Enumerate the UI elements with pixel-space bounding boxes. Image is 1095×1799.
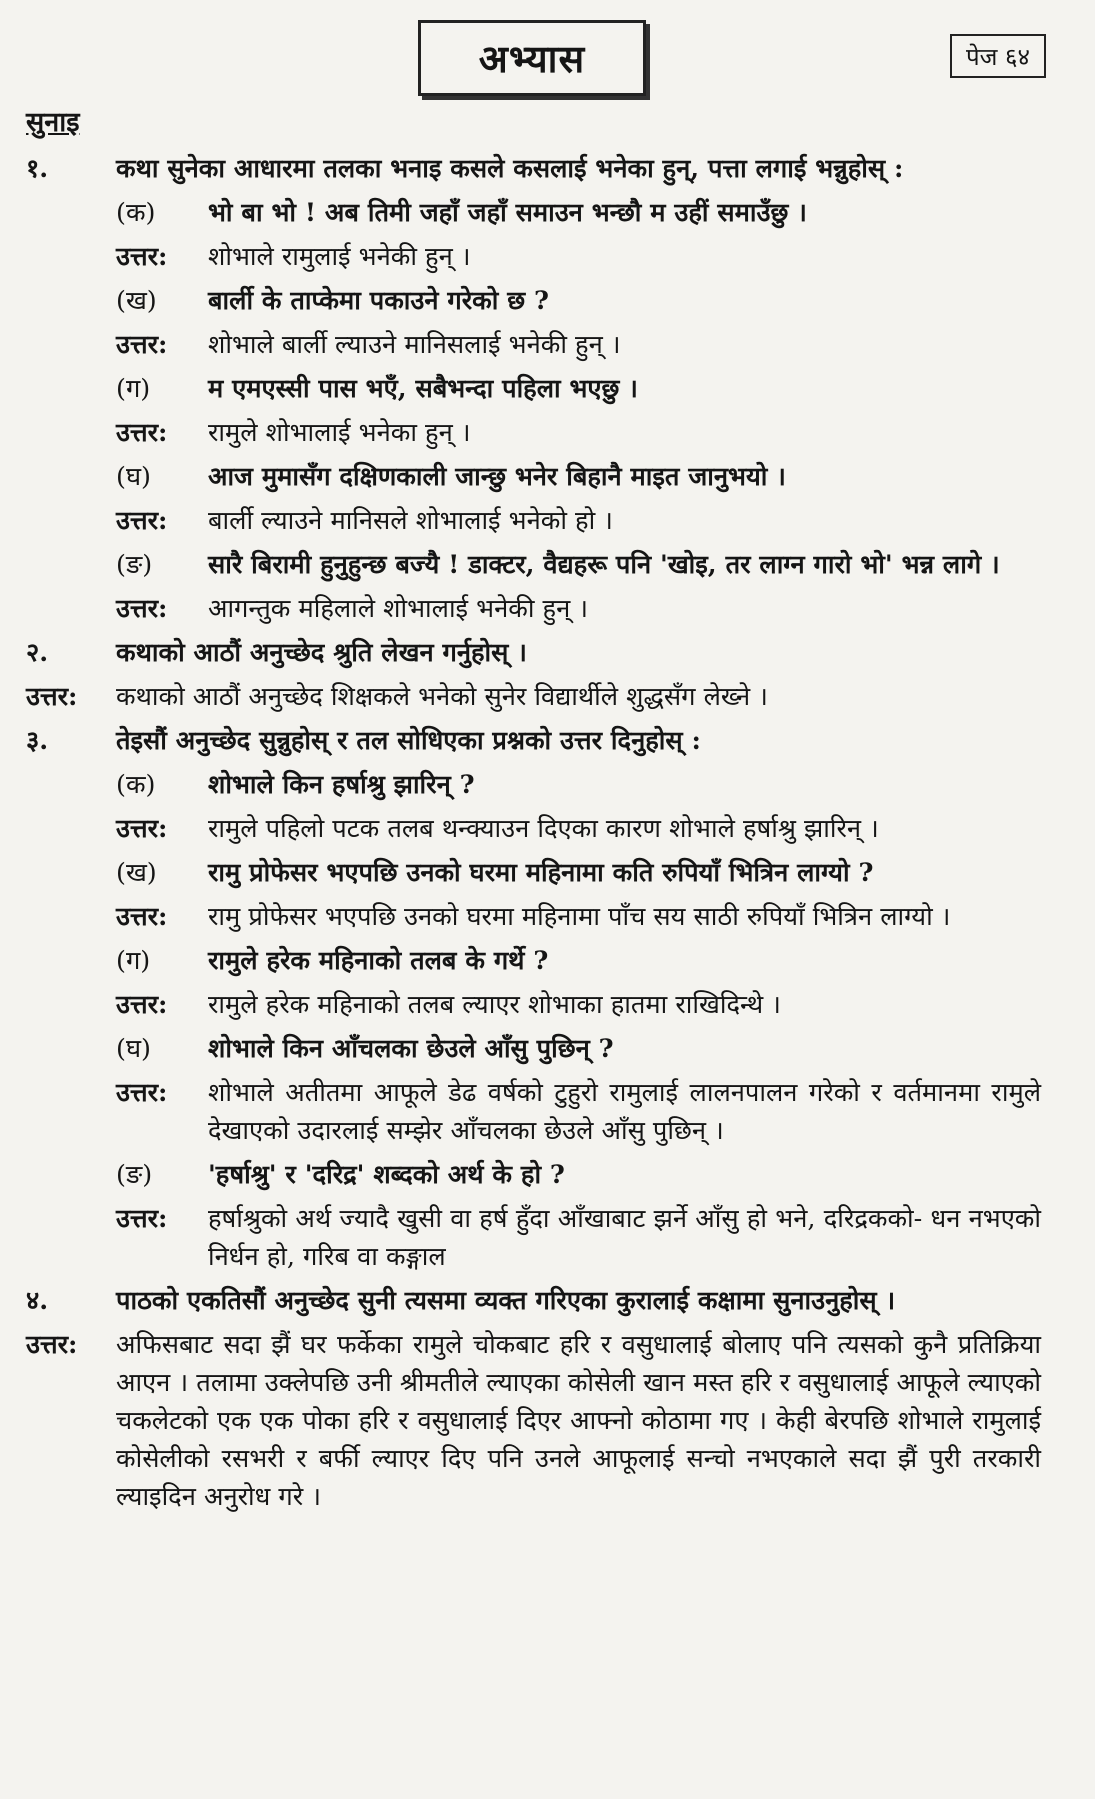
- sub-label: उत्तर:: [116, 990, 168, 1020]
- sub-label: उत्तर:: [116, 1078, 168, 1108]
- answer-row: [116, 590, 1041, 628]
- sub-label: उत्तर:: [116, 506, 168, 536]
- answer-row: [116, 238, 1041, 276]
- question-row: [26, 634, 1041, 672]
- question-row: [116, 370, 1041, 408]
- question-row: [116, 1030, 1041, 1068]
- sub-label: उत्तर:: [116, 814, 168, 844]
- answer-text: शोभाले रामुलाई भनेकी हुन् ।: [208, 242, 471, 272]
- sub-label: (ख): [116, 858, 157, 888]
- question-text: कथाको आठौं अनुच्छेद श्रुति लेखन गर्नुहोस् ।: [116, 638, 527, 668]
- item-number: उत्तर:: [26, 1330, 78, 1360]
- question-row: [116, 766, 1041, 804]
- question-text: पाठको एकतिसौं अनुच्छेद सुनी त्यसमा व्यक्त गरिएका कुरालाई कक्षामा सुनाउनुहोस् ।: [116, 1286, 896, 1316]
- question-text: शोभाले किन आँचलका छेउले आँसु पुछिन् ?: [208, 1034, 614, 1064]
- sub-label: उत्तर:: [116, 1204, 168, 1234]
- question-text: तेइसौं अनुच्छेद सुन्नुहोस् र तल सोधिएका प्रश्नको उत्तर दिनुहोस् :: [116, 726, 701, 756]
- question-row: [116, 546, 1041, 584]
- question-row: [116, 1156, 1041, 1194]
- question-text: भो बा भो ! अब तिमी जहाँ जहाँ समाउन भन्छौ म उहीं समाउँछु ।: [208, 198, 807, 228]
- question-text: म एमएस्सी पास भएँ, सबैभन्दा पहिला भएछु ।: [208, 374, 638, 404]
- answer-row: [26, 1326, 1041, 1516]
- question-row: [116, 282, 1041, 320]
- sub-label: उत्तर:: [116, 330, 168, 360]
- answer-text: शोभाले बार्ली ल्याउने मानिसलाई भनेकी हुन् ।: [208, 330, 621, 360]
- sub-label: (ग): [116, 946, 151, 976]
- sub-label: उत्तर:: [116, 418, 168, 448]
- question-text: 'हर्षाश्रु' र 'दरिद्र' शब्दको अर्थ के हो ?: [208, 1160, 565, 1190]
- sub-label: (ङ): [116, 1160, 153, 1190]
- answer-row: [26, 678, 1041, 716]
- question-text: रामु प्रोफेसर भएपछि उनको घरमा महिनामा कति रुपियाँ भित्रिन लाग्यो ?: [208, 858, 874, 888]
- answer-text: अफिसबाट सदा झैं घर फर्केका रामुले चोकबाट हरि र वसुधालाई बोलाए पनि त्यसको कुनै प्रतिक्रिया आएन । तलामा उक्लेपछि उनी श्रीमतीले ल्याएका कोसेली खान मस्त हरि र वसुधालाई आफूले ल्याएको चकलेटको एक एक पोका हरि र वसुधालाई दिएर आफ्नो कोठामा गए । केही बेरपछि शोभाले रामुलाई कोसेलीको रसभरी र बर्फी ल्याएर दिए पनि उनले आफूलाई सन्चो नभएकाले सदा झैं पुरी तरकारी ल्याइदिन अनुरोध गरे ।: [116, 1330, 1041, 1512]
- item-number: ४.: [26, 1286, 49, 1316]
- sub-label: उत्तर:: [116, 902, 168, 932]
- answer-text: रामुले शोभालाई भनेका हुन् ।: [208, 418, 471, 448]
- section-heading: सुनाइ: [26, 107, 80, 138]
- question-row: [116, 942, 1041, 980]
- question-row: [116, 194, 1041, 232]
- answer-row: [116, 502, 1041, 540]
- answer-text: बार्ली ल्याउने मानिसले शोभालाई भनेको हो ।: [208, 506, 613, 536]
- answer-text: शोभाले अतीतमा आफूले डेढ वर्षको टुहुरो रामुलाई लालनपालन गरेको र वर्तमानमा रामुले देखाएको उदारलाई सम्झेर आँचलका छेउले आँसु पुछिन् ।: [208, 1078, 1041, 1146]
- question-text: बार्ली के ताप्केमा पकाउने गरेको छ ?: [208, 286, 549, 316]
- answer-text: रामुले पहिलो पटक तलब थन्क्याउन दिएका कारण शोभाले हर्षाश्रु झारिन् ।: [208, 814, 879, 844]
- sub-label: (ङ): [116, 550, 153, 580]
- answer-row: [116, 898, 1041, 936]
- sub-label: (क): [116, 770, 156, 800]
- sub-label: उत्तर:: [116, 594, 168, 624]
- sub-label: (घ): [116, 1034, 151, 1064]
- sub-label: (ख): [116, 286, 157, 316]
- sub-label: (ग): [116, 374, 151, 404]
- question-row: [26, 1282, 1041, 1320]
- item-number: ३.: [26, 726, 49, 756]
- answer-text: रामुले हरेक महिनाको तलब ल्याएर शोभाका हातमा राखिदिन्थे ।: [208, 990, 781, 1020]
- answer-text: आगन्तुक महिलाले शोभालाई भनेकी हुन् ।: [208, 594, 589, 624]
- question-row: [116, 854, 1041, 892]
- question-row: [26, 722, 1041, 760]
- question-text: रामुले हरेक महिनाको तलब के गर्थे ?: [208, 946, 549, 976]
- question-row: [116, 458, 1041, 496]
- question-text: आज मुमासँग दक्षिणकाली जान्छु भनेर बिहानै माइत जानुभयो ।: [208, 462, 786, 492]
- question-text: शोभाले किन हर्षाश्रु झारिन् ?: [208, 770, 475, 800]
- answer-row: [116, 326, 1041, 364]
- answer-text: रामु प्रोफेसर भएपछि उनको घरमा महिनामा पाँच सय साठी रुपियाँ भित्रिन लाग्यो ।: [208, 902, 951, 932]
- sub-label: (घ): [116, 462, 151, 492]
- page-number-label: पेज ६४: [950, 34, 1046, 78]
- answer-row: [116, 1200, 1041, 1276]
- answer-row: [116, 414, 1041, 452]
- item-number: १.: [26, 154, 49, 184]
- answer-row: [116, 1074, 1041, 1150]
- question-text: कथा सुनेका आधारमा तलका भनाइ कसले कसलाई भनेका हुन्, पत्ता लगाई भन्नुहोस् :: [116, 154, 904, 184]
- sub-label: उत्तर:: [116, 242, 168, 272]
- answer-row: [116, 810, 1041, 848]
- question-text: सारै बिरामी हुनुहुन्छ बज्यै ! डाक्टर, वैद्यहरू पनि 'खोइ, तर लाग्न गारो भो' भन्न लागे ।: [208, 550, 1000, 580]
- exercise-list: [26, 150, 1041, 1522]
- answer-text: कथाको आठौं अनुच्छेद शिक्षकले भनेको सुनेर विद्यार्थीले शुद्धसँग लेख्ने ।: [116, 682, 768, 712]
- item-number: २.: [26, 638, 49, 668]
- sub-label: (क): [116, 198, 156, 228]
- answer-text: हर्षाश्रुको अर्थ ज्यादै खुसी वा हर्ष हुँदा आँखाबाट झर्ने आँसु हो भने, दरिद्रकको- धन नभएको निर्धन हो, गरिब वा कङ्गाल: [208, 1204, 1041, 1272]
- item-number: उत्तर:: [26, 682, 78, 712]
- page-title: अभ्यास: [418, 20, 646, 96]
- answer-row: [116, 986, 1041, 1024]
- question-row: [26, 150, 1041, 188]
